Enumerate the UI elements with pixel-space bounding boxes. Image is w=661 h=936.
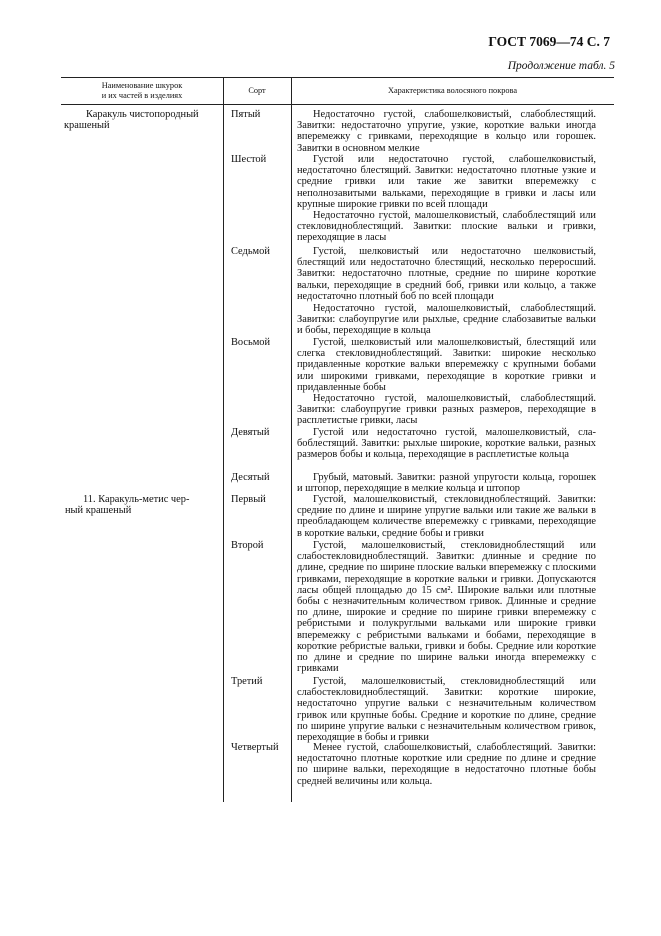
page-header-title: ГОСТ 7069—74 С. 7: [488, 34, 610, 49]
column-header-description: Характеристика волосяного покрова: [387, 86, 518, 95]
product-name-2: [64, 494, 222, 516]
table-top-border: [61, 77, 614, 78]
product-name-1: [64, 109, 222, 131]
description-cell: Густой, малошелковистый, стекловидноблестящий. Завитки: средние по длине и ширине упругие вальки или такие же вальки в преобладающем количестве вперемежку с гривками, переходящие в короткие вальки, средние бобы и гривки: [297, 494, 596, 539]
column-divider-1: [223, 77, 224, 802]
grade-label: Третий: [231, 676, 263, 687]
grade-label: Четвертый: [231, 742, 279, 753]
description-cell: Густой, шелковистый или недостаточно шелковистый, блестящий или недостаточно блестящий, несколько переросший. Завитки: недостаточно плотные, средние по ширине короткие вальки, переходящие в средний боб, гривки или кольцо, а также недостаточно плотный боб по всей площади: [297, 246, 596, 302]
column-header-name-line1: Наименование шкурок: [101, 81, 183, 90]
description-cell: Густой или недостаточно густой, малошелковистый, слабоблестящий. Завитки: рыхлые широкие, короткие вальки, разных размеров бобы и кольца, переходящие в расплетистые кольца: [297, 427, 596, 461]
description-cell: Густой, малошелковистый, стекловидноблестящий или слабостекловидноблестящий. Завитки: длинные и средние по длине, средние по ширине плоские вальки вперемежку с плоскими гривками, переходящие в короткие вальки и гривки. Допускаются ласы общей площадью до 15 см². Широкие вальки или плотные бобы с незначительным количеством гривок. Длинные и средние по длине, широкие и средние по ширине гривки вперемежку с ребристыми и полукруглыми вальками или широкие гривки вперемежку с ребристыми вальками и бобами, переходящие в короткие ребристые вальки, гривки и бобы. Средние или короткие по длине и средние по ширине вальки иногда вперемежку с гривками: [297, 540, 596, 675]
column-header-name-line2: и их частей в изделиях: [101, 91, 183, 100]
description-cell: Недостаточно густой, малошелковистый, слабоблестящий. Завитки: слабоупругие или рыхлые, средние слабозавитые вальки и бобы, переходящие в кольца: [297, 303, 596, 337]
product-name-2-line1: 11. Каракуль-метис чер-: [83, 494, 190, 505]
product-name-2-line2: ный крашеный: [65, 505, 132, 517]
grade-label: Десятый: [231, 472, 270, 483]
description-cell: Недостаточно густой, малошелковистый, слабоблестящий или стекловидноблестящий. Завитки: плоские вальки и гривки, переходящие в ласы: [297, 210, 596, 244]
grade-label: Первый: [231, 494, 266, 505]
table-continuation-note: Продолжение табл. 5: [507, 60, 615, 72]
description-cell: Грубый, матовый. Завитки: разной упругости кольца, горошек и штопор, переходящие в мелкие кольца и штопор: [297, 472, 596, 495]
grade-label: Пятый: [231, 109, 261, 120]
grade-label: Восьмой: [231, 337, 271, 348]
description-cell: Недостаточно густой, малошелковистый, слабоблестящий. Завитки: слабоупругие гривки разных размеров, переходящие в расплетистые гривки, ласы: [297, 393, 596, 427]
description-cell: Густой, малошелковистый, стекловидноблестящий или слабостекловидноблестящий. Завитки: короткие широкие, недостаточно упругие вальки с незначительным количеством гривок или крупные бобы. Средние и короткие по длине, средние по ширине упругие вальки с незначительным количеством гривок, переходящие в бобы и гривки: [297, 676, 596, 744]
description-cell: Менее густой, слабошелковистый, слабоблестящий. Завитки: недостаточно плотные короткие или средние по длине и средние по ширине вальки, переходящие в недостаточно плотные бобы средней величины или кольца.: [297, 742, 596, 787]
grade-label: Шестой: [231, 154, 267, 165]
description-cell: Недостаточно густой, слабошелковистый, слабоблестящий. Завитки: недостаточно упругие, узкие, короткие вальки иногда вперемежку с гривками, переходящие в кольцо или горошек. Завитки в основном мелкие: [297, 109, 596, 154]
table-header-bottom-border: [61, 104, 614, 105]
column-header-name: [61, 81, 223, 101]
column-header-grade: Сорт: [248, 86, 266, 95]
description-cell: Густой или недостаточно густой, слабошелковистый, недостаточно блестящий. Завитки: недостаточно плотные узкие и средние гривки или такие же завитки вперемежку с неполнозавитыми вальками, переходящие в гривки и ласы или крупные широкие гривки по всей площади: [297, 154, 596, 210]
grade-label: Седьмой: [231, 246, 270, 257]
grade-label: Девятый: [231, 427, 270, 438]
product-name-1-line1: Каракуль чистопородный: [86, 109, 199, 120]
column-divider-2: [291, 77, 292, 802]
product-name-1-line2: крашеный: [64, 120, 110, 132]
grade-label: Второй: [231, 540, 264, 551]
description-cell: Густой, шелковистый или малошелковистый, блестящий или слегка стекловидноблестящий. Завитки: широкие несколько придавленные короткие вальки вперемежку с крупными бобами или широкими гривками, переходящие в короткие гривки и придавленные бобы: [297, 337, 596, 393]
